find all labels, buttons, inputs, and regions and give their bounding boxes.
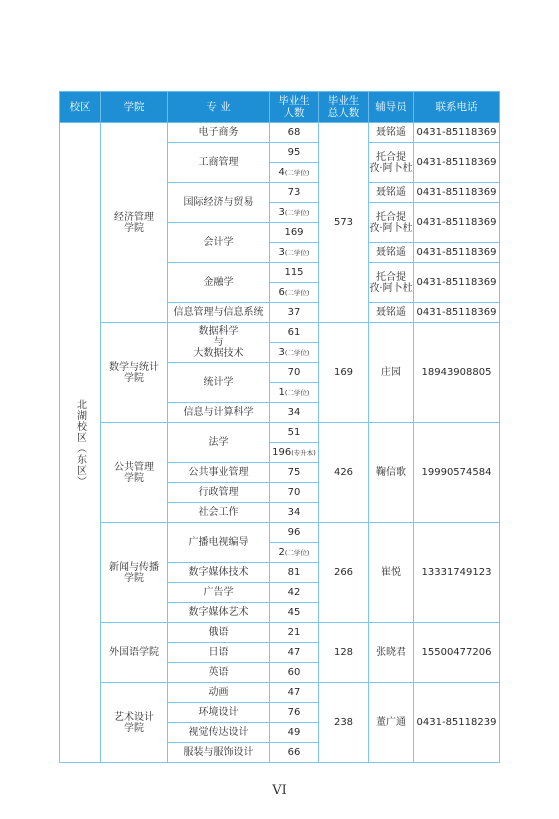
major-cell: 信息与计算科学 xyxy=(168,403,270,423)
phone-cell: 0431-85118369 xyxy=(414,183,500,203)
major-cell: 数字媒体技术 xyxy=(168,563,270,583)
major-cell: 广告学 xyxy=(168,583,270,603)
major-cell: 俄语 xyxy=(168,623,270,643)
counselor-cell: 聂铭遥 xyxy=(369,123,414,143)
major-cell: 法学 xyxy=(168,423,270,463)
grad-count-upgrade: 196(专升本) xyxy=(270,443,319,463)
grad-count: 96 xyxy=(270,523,319,543)
table-row xyxy=(60,123,500,143)
grad-count: 49 xyxy=(270,723,319,743)
major-cell: 动画 xyxy=(168,683,270,703)
grad-count-second-degree: 1(二学位) xyxy=(270,383,319,403)
major-cell: 公共事业管理 xyxy=(168,463,270,483)
graduate-table xyxy=(59,91,500,763)
college-total: 238 xyxy=(319,683,369,763)
major-cell: 广播电视编导 xyxy=(168,523,270,563)
counselor-cell: 张晓君 xyxy=(369,623,414,683)
header-phone: 联系电话 xyxy=(414,92,500,123)
grad-count: 42 xyxy=(270,583,319,603)
counselor-cell: 鞠信歌 xyxy=(369,423,414,523)
grad-count-second-degree: 3(二学位) xyxy=(270,243,319,263)
major-cell: 行政管理 xyxy=(168,483,270,503)
college-cell: 外国语学院 xyxy=(101,623,168,683)
table-row xyxy=(60,623,500,643)
grad-count: 37 xyxy=(270,303,319,323)
major-cell: 服装与服饰设计 xyxy=(168,743,270,763)
grad-count: 45 xyxy=(270,603,319,623)
phone-cell: 18943908805 xyxy=(414,323,500,423)
major-cell: 电子商务 xyxy=(168,123,270,143)
college-total: 169 xyxy=(319,323,369,423)
phone-cell: 0431-85118369 xyxy=(414,303,500,323)
header-college: 学院 xyxy=(101,92,168,123)
major-cell: 国际经济与贸易 xyxy=(168,183,270,223)
grad-count: 47 xyxy=(270,643,319,663)
grad-count: 70 xyxy=(270,363,319,383)
phone-cell: 13331749123 xyxy=(414,523,500,623)
major-cell: 统计学 xyxy=(168,363,270,403)
grad-count: 66 xyxy=(270,743,319,763)
college-cell: 艺术设计 学院 xyxy=(101,683,168,763)
grad-count-second-degree: 6(二学位) xyxy=(270,283,319,303)
major-cell: 金融学 xyxy=(168,263,270,303)
college-cell: 经济管理 学院 xyxy=(101,123,168,323)
grad-count: 76 xyxy=(270,703,319,723)
table-row xyxy=(60,423,500,443)
grad-count: 68 xyxy=(270,123,319,143)
major-cell: 工商管理 xyxy=(168,143,270,183)
major-cell: 环境设计 xyxy=(168,703,270,723)
grad-count-second-degree: 3(二学位) xyxy=(270,203,319,223)
counselor-cell: 庄园 xyxy=(369,323,414,423)
counselor-cell: 董广通 xyxy=(369,683,414,763)
college-total: 426 xyxy=(319,423,369,523)
phone-cell: 0431-85118369 xyxy=(414,203,500,243)
major-cell: 社会工作 xyxy=(168,503,270,523)
counselor-cell: 聂铭遥 xyxy=(369,183,414,203)
grad-count: 70 xyxy=(270,483,319,503)
counselor-cell: 聂铭遥 xyxy=(369,243,414,263)
page-number: VI xyxy=(272,783,287,798)
major-cell: 会计学 xyxy=(168,223,270,263)
grad-count-second-degree: 2(二学位) xyxy=(270,543,319,563)
phone-cell: 0431-85118369 xyxy=(414,243,500,263)
major-cell: 英语 xyxy=(168,663,270,683)
grad-count: 73 xyxy=(270,183,319,203)
header-counselor: 辅导员 xyxy=(369,92,414,123)
grad-count-second-degree: 3(二学位) xyxy=(270,343,319,363)
grad-count: 21 xyxy=(270,623,319,643)
counselor-cell: 托合提 孜·阿卜杜 xyxy=(369,263,414,303)
phone-cell: 0431-85118369 xyxy=(414,123,500,143)
college-cell: 数学与统计 学院 xyxy=(101,323,168,423)
major-cell: 日语 xyxy=(168,643,270,663)
phone-cell: 0431-85118369 xyxy=(414,263,500,303)
header-total: 毕业生 总人数 xyxy=(319,92,369,123)
grad-count: 81 xyxy=(270,563,319,583)
header-grads: 毕业生 人数 xyxy=(270,92,319,123)
counselor-cell: 崔悦 xyxy=(369,523,414,623)
college-total: 266 xyxy=(319,523,369,623)
counselor-cell: 聂铭遥 xyxy=(369,303,414,323)
grad-count-second-degree: 4(二学位) xyxy=(270,163,319,183)
college-total: 573 xyxy=(319,123,369,323)
college-cell: 公共管理 学院 xyxy=(101,423,168,523)
campus-name: 北湖校区（东区） xyxy=(74,398,86,487)
major-cell: 视觉传达设计 xyxy=(168,723,270,743)
table-row xyxy=(60,323,500,343)
table-row xyxy=(60,683,500,703)
major-cell: 信息管理与信息系统 xyxy=(168,303,270,323)
college-cell: 新闻与传播 学院 xyxy=(101,523,168,623)
header-major: 专 业 xyxy=(168,92,270,123)
header-row xyxy=(60,92,500,123)
grad-count: 34 xyxy=(270,503,319,523)
counselor-cell: 托合提 孜·阿卜杜 xyxy=(369,143,414,183)
grad-count: 47 xyxy=(270,683,319,703)
grad-count: 61 xyxy=(270,323,319,343)
phone-cell: 19990574584 xyxy=(414,423,500,523)
major-cell: 数据科学 与 大数据技术 xyxy=(168,323,270,363)
grad-count: 75 xyxy=(270,463,319,483)
phone-cell: 0431-85118369 xyxy=(414,143,500,183)
grad-count: 115 xyxy=(270,263,319,283)
grad-count: 60 xyxy=(270,663,319,683)
counselor-cell: 托合提 孜·阿卜杜 xyxy=(369,203,414,243)
grad-count: 34 xyxy=(270,403,319,423)
table-row xyxy=(60,523,500,543)
grad-count: 95 xyxy=(270,143,319,163)
grad-count: 51 xyxy=(270,423,319,443)
phone-cell: 15500477206 xyxy=(414,623,500,683)
college-total: 128 xyxy=(319,623,369,683)
campus-cell xyxy=(60,123,101,763)
major-cell: 数字媒体艺术 xyxy=(168,603,270,623)
grad-count: 169 xyxy=(270,223,319,243)
phone-cell: 0431-85118239 xyxy=(414,683,500,763)
header-campus: 校区 xyxy=(60,92,101,123)
